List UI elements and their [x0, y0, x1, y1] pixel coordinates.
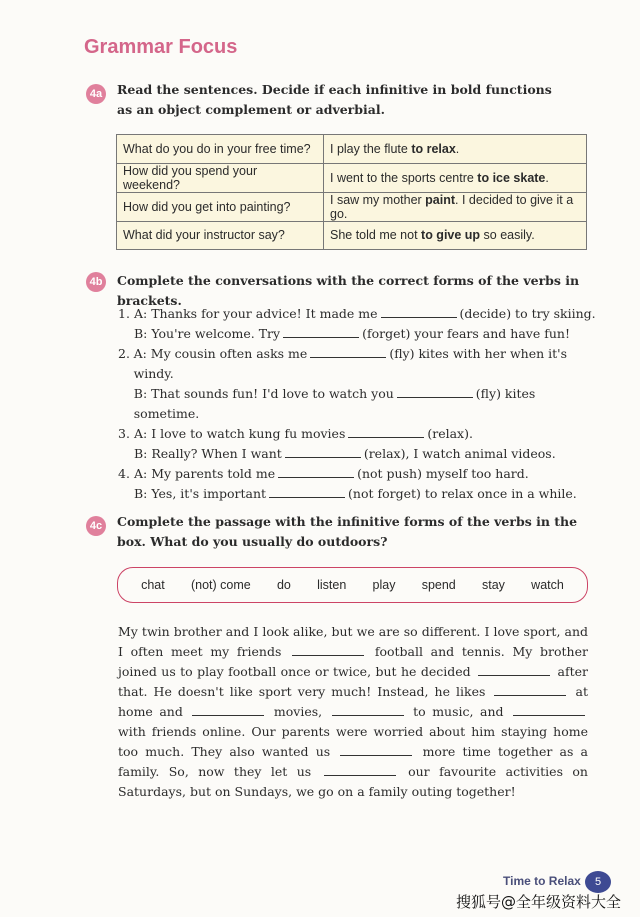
prompt-text: A: My cousin often asks me	[133, 346, 308, 361]
conversation-line	[118, 484, 598, 504]
prompt-text: B: Really? When I want	[134, 446, 282, 461]
instruction-4c: Complete the passage with the infinitive forms of the verbs in the box. What do you usually do outdoors?	[117, 514, 578, 549]
answer-blank[interactable]	[292, 644, 364, 656]
question-cell: How did you get into painting?	[117, 192, 324, 221]
infinitive-bold: to ice skate	[477, 170, 546, 185]
prompt-text: B: That sounds fun! I'd love to watch you	[133, 386, 394, 401]
passage-text: at home and	[118, 684, 588, 719]
answer-cell	[324, 163, 587, 192]
answer-text: . I decided to give it a go.	[330, 192, 574, 221]
answer-blank[interactable]	[494, 684, 566, 696]
line-text	[134, 464, 529, 484]
conversation-line	[118, 304, 598, 324]
item-number	[118, 484, 134, 504]
table-row	[117, 221, 587, 250]
answer-text: .	[545, 170, 549, 185]
word-option: (not) come	[190, 578, 251, 592]
verb-hint: (fly) kites with her when it's windy.	[133, 346, 568, 381]
passage-text: more time together as a family. So, now they let us	[118, 744, 589, 779]
infinitive-bold: paint	[425, 192, 456, 207]
answer-blank[interactable]	[324, 764, 396, 776]
footer-label: Time to Relax	[503, 874, 581, 888]
conversation-line	[118, 344, 598, 384]
item-number	[118, 384, 134, 424]
word-option: chat	[141, 578, 165, 592]
conversation-line	[118, 424, 598, 444]
answer-blank[interactable]	[278, 466, 354, 478]
question-cell: What did your instructor say?	[117, 221, 324, 250]
answer-cell	[324, 192, 587, 221]
line-text	[134, 424, 473, 444]
prompt-text: B: You're welcome. Try	[134, 326, 281, 341]
instruction-4b: Complete the conversations with the correct forms of the verbs in brackets.	[117, 273, 580, 308]
answer-text: She told me not	[330, 228, 422, 243]
answer-blank[interactable]	[269, 486, 345, 498]
passage-text: our favourite activities on Saturdays, but on Sundays, we go on a family outing together!	[118, 764, 588, 799]
line-text	[134, 444, 556, 464]
line-text	[134, 384, 598, 424]
line-text	[134, 324, 570, 344]
passage	[118, 622, 588, 802]
line-text	[134, 484, 577, 504]
prompt-text: A: Thanks for your advice! It made me	[134, 306, 378, 321]
item-number: 3.	[118, 426, 130, 441]
instruction-4a: Read the sentences. Decide if each infinitive in bold functions as an object complement or adverbial.	[117, 82, 552, 117]
passage-text: after that. He doesn't like sport very much! Instead, he likes	[118, 664, 589, 699]
answer-cell	[324, 135, 587, 164]
answer-blank[interactable]	[192, 704, 264, 716]
sentence-table	[116, 134, 587, 250]
answer-blank[interactable]	[283, 326, 359, 338]
passage-text: movies,	[273, 704, 323, 719]
answer-text: so easily.	[480, 228, 535, 243]
passage-text: My twin brother and I look alike, but we are so different. I love sport, and I often meet my friends	[118, 624, 588, 659]
question-cell: How did you spend your weekend?	[117, 163, 324, 192]
answer-blank[interactable]	[340, 744, 412, 756]
answer-blank[interactable]	[285, 446, 361, 458]
question-cell: What do you do in your free time?	[117, 135, 324, 164]
answer-text: I play the flute	[330, 141, 412, 156]
word-option: watch	[531, 578, 564, 592]
infinitive-bold: to relax	[411, 141, 456, 156]
word-option: stay	[482, 578, 505, 592]
verb-hint: (forget) your fears and have fun!	[362, 326, 570, 341]
item-number	[118, 444, 134, 464]
conversations	[118, 304, 598, 504]
item-number: 2.	[118, 346, 130, 361]
verb-hint: (not push) myself too hard.	[357, 466, 529, 481]
answer-blank[interactable]	[310, 346, 386, 358]
table-row	[117, 135, 587, 164]
verb-hint: (decide) to try skiing.	[459, 306, 596, 321]
badge-4a: 4a	[86, 84, 106, 104]
prompt-text: B: Yes, it's important	[134, 486, 267, 501]
answer-blank[interactable]	[513, 704, 585, 716]
conversation-line	[118, 324, 598, 344]
answer-blank[interactable]	[397, 386, 473, 398]
line-text	[134, 304, 596, 324]
answer-blank[interactable]	[478, 664, 550, 676]
page-number: 5	[585, 871, 611, 893]
passage-text: to music, and	[413, 704, 504, 719]
word-option: spend	[421, 578, 456, 592]
answer-blank[interactable]	[332, 704, 404, 716]
answer-cell	[324, 221, 587, 250]
watermark: 搜狐号@全年级资料大全	[456, 893, 622, 911]
infinitive-bold: to give up	[421, 228, 481, 243]
table-row	[117, 192, 587, 221]
table-row	[117, 163, 587, 192]
badge-4c: 4c	[86, 516, 106, 536]
passage-text: football and tennis. My brother joined us to play football once or twice, but he decided	[118, 644, 588, 679]
badge-4b: 4b	[86, 272, 106, 292]
page-title: Grammar Focus	[84, 36, 238, 58]
line-text	[134, 344, 598, 384]
word-option: listen	[317, 578, 347, 592]
answer-blank[interactable]	[381, 306, 457, 318]
word-option: play	[372, 578, 396, 592]
answer-blank[interactable]	[348, 426, 424, 438]
conversation-line	[118, 464, 598, 484]
item-number: 4.	[118, 466, 130, 481]
verb-hint: (relax).	[427, 426, 473, 441]
conversation-line	[118, 444, 598, 464]
prompt-text: A: My parents told me	[134, 466, 276, 481]
word-box	[117, 567, 588, 603]
answer-text: .	[455, 141, 460, 156]
prompt-text: A: I love to watch kung fu movies	[134, 426, 346, 441]
passage-text: with friends online. Our parents were worried about him staying home too much. They also wanted us	[118, 724, 588, 759]
item-number: 1.	[118, 306, 130, 321]
word-option: do	[276, 578, 291, 592]
item-number	[118, 324, 134, 344]
verb-hint: (fly) kites sometime.	[133, 386, 536, 421]
verb-hint: (relax), I watch animal videos.	[363, 446, 556, 461]
conversation-line	[118, 384, 598, 424]
verb-hint: (not forget) to relax once in a while.	[348, 486, 577, 501]
answer-text: I went to the sports centre	[330, 170, 478, 185]
answer-text: I saw my mother	[330, 192, 426, 207]
